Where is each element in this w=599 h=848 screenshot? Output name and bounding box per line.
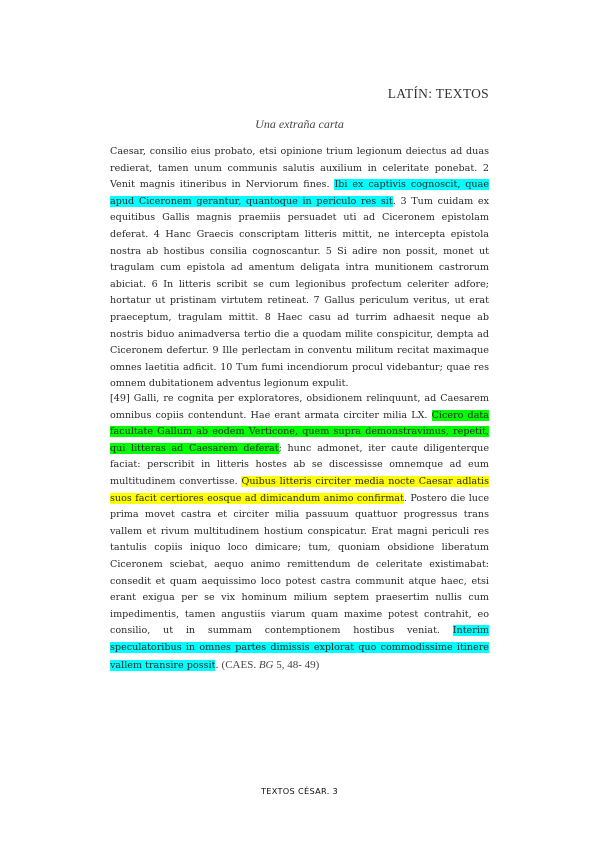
citation-author: (CAES. [221,658,259,671]
text-span: [49] Galli, re cognita per exploratores, obsidionem relinquunt, ad Caesarem omnibus copiis contendunt. Hae erant armata circiter milia LX. [110,393,489,421]
highlight-cyan: Interim speculatoribus in omnes partes dimissis explorat quo commodissime itinere vallem transire possit [110,625,489,671]
text-span: . 3 Tum cuidam ex equitibus Gallis magnis praemiis persuadet uti ad Ciceronem epistolam deferat. 4 Hanc Graecis conscriptam litteris mittit, ne intercepta epistola nostra ab hostibus consilia cognoscantur. 5 Si adire non possit, monet ut tragulam cum epistola ad amentum deligata intra munitionem castrorum abiciat. 6 In litteris scribit se cum legionibus profectum celeriter adfore; hortatur ut pristinam virtutem retineat. 7 Gallus periculum veritus, ut erat praeceptum, tragulam mittit. 8 Haec casu ad turrim adhaesit neque ab nostris biduo animadversa tertio die a quodam milite conspicitur, dempta ad Ciceronem defertur. 9 Ille perlectam in conventu militum recitat maximaque omnes laetitia adficit. 10 Tum fumi incendiorum procul videbantur; quae res omnem dubitationem adventus legionum expulit. [110,195,489,390]
text-span: . Postero die luce prima movet castra et circiter milia passuum quattuor progressus trans vallem et rivum multitudinem hostium conspicatur. Erat magni periculi res tantulis copiis iniquo loco dimicare; tum, quoniam obsidione liberatum Ciceronem sciebat, aequo animo remittendum de celeritate existimabat: consedit et quam aequissimo loco potest castra communit atque haec, etsi erant exigua per se vix hominum milium septem praesertim nullis cum impedimentis, tamen angustiis viarum quam maxime potest contrahit, eo consilio, ut in summam contemptionem hostibus veniat. [110,492,489,637]
paragraph-1 [110,144,489,393]
highlight-yellow: Quibus litteris circiter media nocte Caesar adlatis suos facit certiores eosque ad dimicandum animo confirmat [110,475,490,504]
highlight-cyan: Ibi ex captivis cognoscit, quae apud Ciceronem gerantur, quantoque in periculo res sit [110,179,489,207]
text-span: ; hunc admonet, iter caute diligenterque faciat: perscribit in litteris hostes ab se discessisse omnemque ad eum multitudinem convertisse. [110,442,490,487]
document-subtitle: Una extraña carta [255,117,344,131]
page-header-title: LATÍN: TEXTOS [387,86,489,101]
text-span: Caesar, consilio eius probato, etsi opinione trium legionum deiectus ad duas redierat, tamen unum communis salutis auxilium in celeritate ponebat. 2 Venit magnis itineribus in Nerviorum fines. [110,146,489,191]
page-footer: TEXTOS CÉSAR. 3 [260,786,339,796]
citation-locus: 5, 48- 49) [273,658,320,671]
citation [222,659,320,671]
highlight-green: Cicero data facultate Gallum ab eodem Verticone, quem supra demonstravimus, repetit, qui litteras ad Caesarem deferat [110,409,489,454]
citation-work: BG [258,658,274,671]
paragraph-2 [110,391,489,674]
text-span: . [215,659,222,671]
